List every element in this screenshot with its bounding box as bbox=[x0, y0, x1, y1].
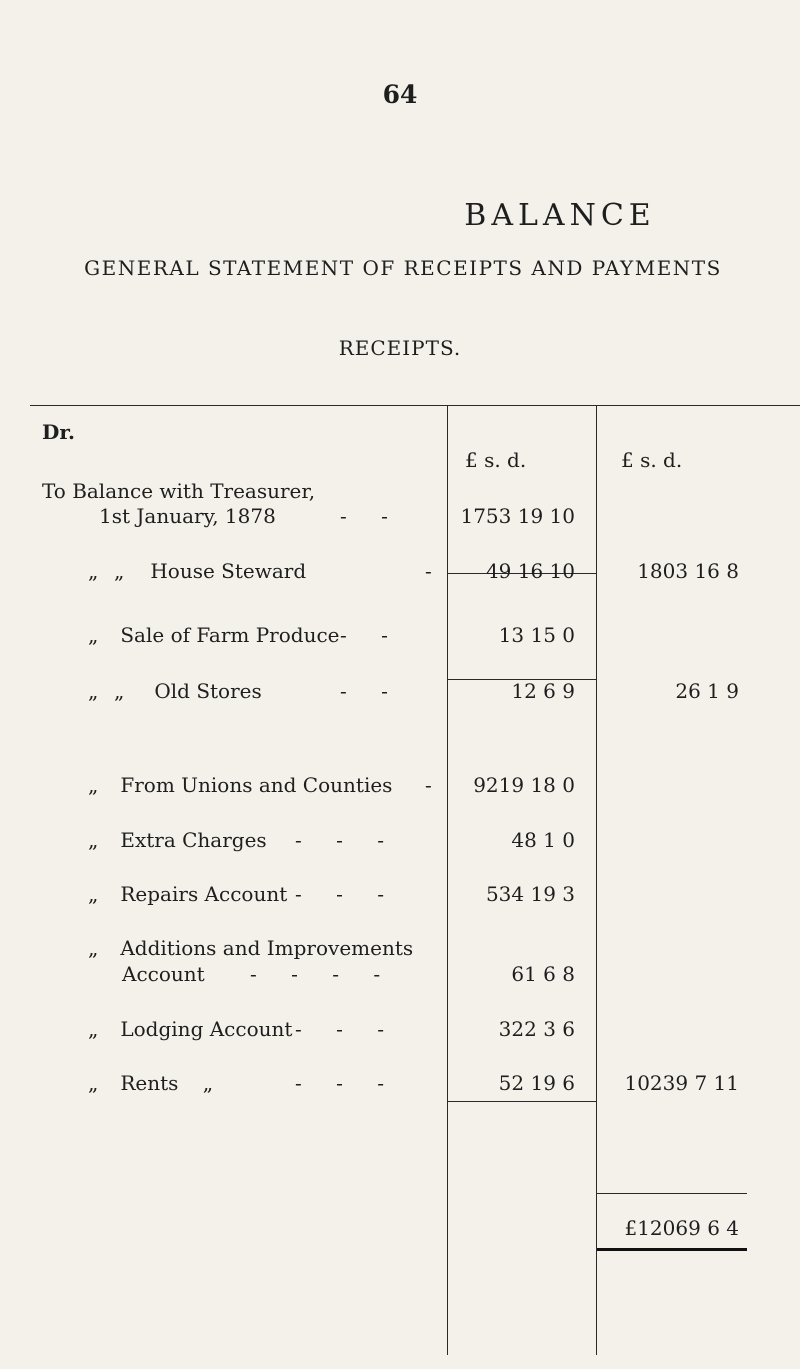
grand-total-double-rule bbox=[597, 1248, 747, 1251]
total-column-divider bbox=[596, 405, 597, 1355]
row-label: Sale of Farm Produce bbox=[120, 623, 340, 647]
leader-dashes: - - - bbox=[295, 828, 398, 852]
section-heading: RECEIPTS. bbox=[338, 336, 462, 360]
amount-column-divider bbox=[447, 405, 448, 1355]
row-amount: 322 3 6 bbox=[498, 1017, 575, 1041]
row-prefix: To bbox=[42, 479, 66, 503]
leader-dashes: - - - bbox=[295, 882, 398, 906]
row-rule-3 bbox=[447, 1101, 597, 1102]
row-description-line2 bbox=[122, 962, 205, 986]
row-amount: 61 6 8 bbox=[511, 962, 575, 986]
row-description-line2 bbox=[99, 504, 276, 528]
grand-total-top-rule bbox=[597, 1193, 747, 1194]
leader-dashes: - bbox=[425, 559, 432, 583]
page-title: BALANCE bbox=[464, 198, 656, 233]
row-label: Extra Charges bbox=[120, 828, 267, 852]
leader-dashes: - bbox=[425, 773, 432, 797]
row-label: 1st January, 1878 bbox=[99, 504, 276, 528]
row-label: Balance with Treasurer, bbox=[72, 479, 316, 503]
row-amount: 13 15 0 bbox=[498, 623, 575, 647]
ditto-mark: „ bbox=[88, 679, 99, 703]
row-label: From Unions and Counties bbox=[120, 773, 393, 797]
row-amount: 49 16 10 bbox=[485, 559, 575, 583]
ditto-mark: „ bbox=[202, 1071, 214, 1095]
row-label: Account bbox=[122, 962, 205, 986]
row-description bbox=[88, 1017, 292, 1041]
table-top-rule bbox=[30, 405, 800, 406]
row-label: Additions and Improvements bbox=[120, 936, 414, 960]
page-subtitle: GENERAL STATEMENT OF RECEIPTS AND PAYMENTS bbox=[84, 256, 722, 280]
ditto-mark: „ bbox=[88, 1017, 99, 1041]
leader-dashes: - - bbox=[340, 504, 402, 528]
row-total: 1803 16 8 bbox=[637, 559, 739, 583]
leader-dashes: - - bbox=[340, 679, 402, 703]
row-description bbox=[88, 679, 262, 703]
row-total: 10239 7 11 bbox=[624, 1071, 739, 1095]
leader-dashes: - - bbox=[340, 623, 402, 647]
leader-dashes: - - - bbox=[295, 1017, 398, 1041]
row-description bbox=[88, 828, 267, 852]
ditto-mark: „ bbox=[88, 936, 99, 960]
ditto-mark: „ bbox=[88, 773, 99, 797]
row-description bbox=[42, 479, 315, 503]
ditto-mark: „ bbox=[88, 1071, 99, 1095]
row-amount: 48 1 0 bbox=[511, 828, 575, 852]
row-amount: 12 6 9 bbox=[511, 679, 575, 703]
row-label: House Steward bbox=[150, 559, 307, 583]
row-description bbox=[88, 773, 392, 797]
row-label: Rents bbox=[120, 1071, 179, 1095]
row-total: 26 1 9 bbox=[675, 679, 739, 703]
row-amount: 52 19 6 bbox=[498, 1071, 575, 1095]
row-description bbox=[88, 1071, 213, 1095]
row-description bbox=[88, 882, 287, 906]
total-column-header: £ s. d. bbox=[621, 448, 683, 472]
ditto-mark: „ bbox=[88, 882, 99, 906]
ditto-mark: „ bbox=[88, 623, 99, 647]
ditto-mark: „ bbox=[114, 679, 125, 703]
debit-label: Dr. bbox=[42, 420, 76, 444]
ditto-mark: „ bbox=[88, 828, 99, 852]
row-description bbox=[88, 623, 339, 647]
leader-dashes: - - - bbox=[295, 1071, 398, 1095]
row-label: Lodging Account bbox=[120, 1017, 293, 1041]
grand-total: £12069 6 4 bbox=[624, 1216, 739, 1240]
row-description bbox=[88, 559, 306, 583]
row-label: Repairs Account bbox=[120, 882, 288, 906]
leader-dashes: - - - - bbox=[250, 962, 395, 986]
row-amount: 9219 18 0 bbox=[473, 773, 575, 797]
ditto-mark: „ bbox=[114, 559, 125, 583]
ditto-mark: „ bbox=[88, 559, 99, 583]
row-description bbox=[88, 936, 413, 960]
amount-column-header: £ s. d. bbox=[465, 448, 527, 472]
page-number: 64 bbox=[382, 80, 418, 109]
row-amount: 1753 19 10 bbox=[460, 504, 575, 528]
row-label: Old Stores bbox=[154, 679, 262, 703]
row-amount: 534 19 3 bbox=[485, 882, 575, 906]
